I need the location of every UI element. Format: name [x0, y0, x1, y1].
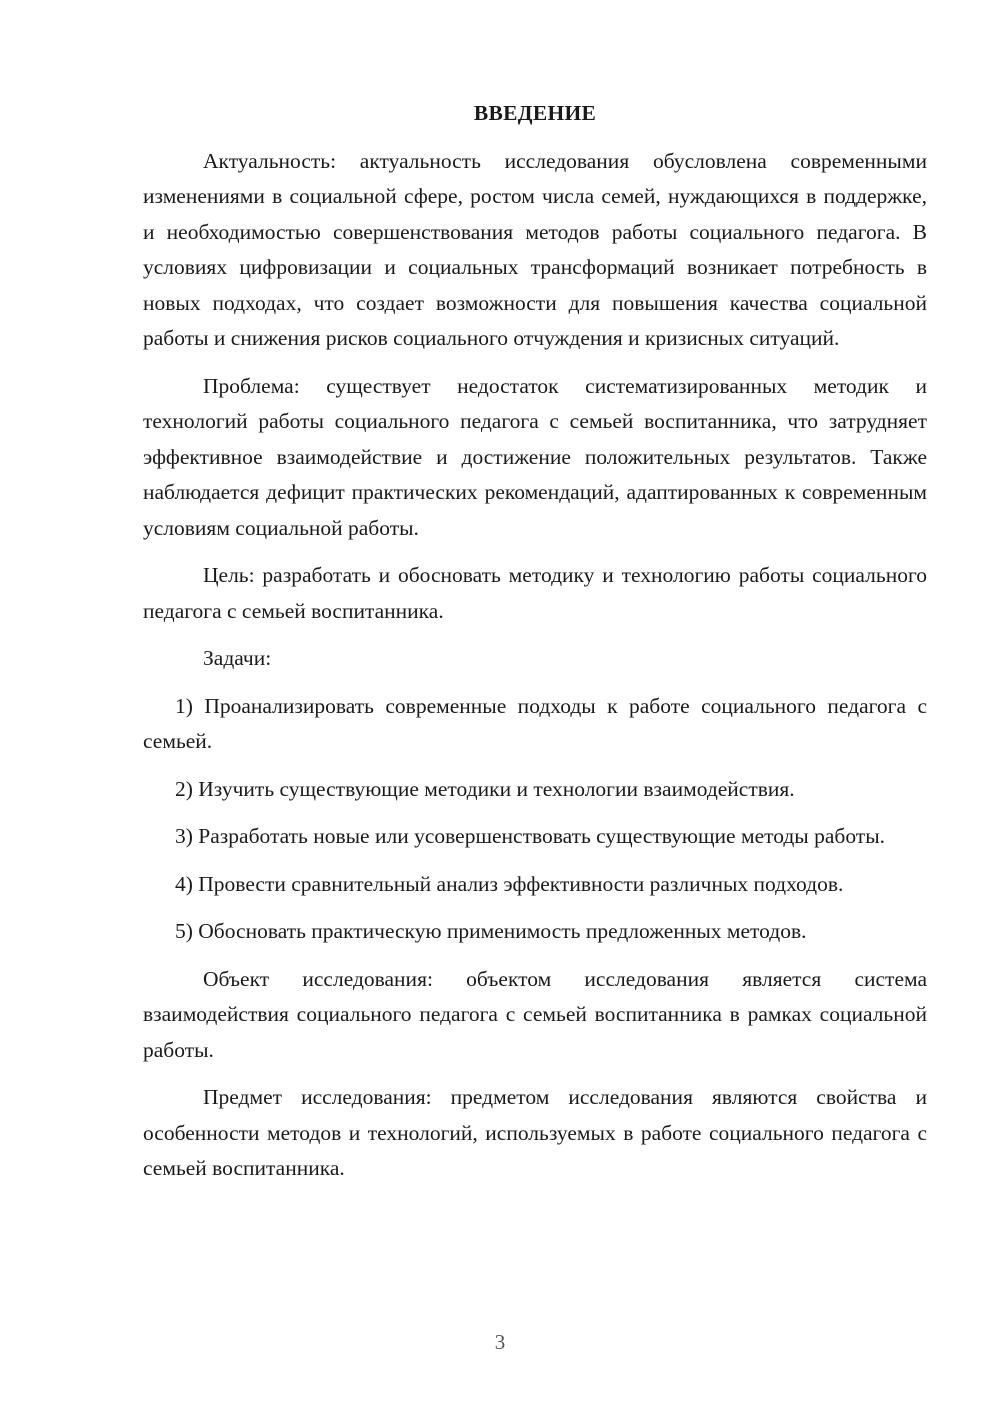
task-item-3: 3) Разработать новые или усовершенствовать существующие методы работы.: [175, 824, 886, 848]
page-number: 3: [494, 1330, 506, 1354]
task-item-5: 5) Обосновать практическую применимость предложенных методов.: [175, 919, 807, 943]
task-item-2: 2) Изучить существующие методики и технологии взаимодействия.: [175, 776, 795, 801]
task-item-4: 4) Провести сравнительный анализ эффективности различных подходов.: [175, 871, 844, 896]
document-page: [143, 96, 927, 1199]
page-title: ВВЕДЕНИЕ: [473, 101, 597, 125]
paragraph-problem: Проблема: существует недостаток систематизированных методик и технологий работы социального педагога с семьей воспитанника, что затрудняет эффективное взаимодействие и достижение положительных результатов. Также наблюдается дефицит практических рекомендаций, адаптированных к современным условиям социальной работы.: [143, 373, 927, 540]
paragraph-goal: Цель: разработать и обосновать методику и технологию работы социального педагога с семьей воспитанника.: [143, 563, 927, 623]
paragraph-object: Объект исследования: объектом исследования является система взаимодействия социального педагога с семьей воспитанника в рамках социальной работы.: [143, 966, 927, 1062]
paragraph-subject: Предмет исследования: предметом исследования являются свойства и особенности методов и технологий, используемых в работе социального педагога с семьей воспитанника.: [143, 1085, 927, 1180]
tasks-heading: Задачи:: [203, 646, 272, 670]
paragraph-relevance: Актуальность: актуальность исследования обусловлена современными изменениями в социальной сфере, ростом числа семей, нуждающихся в поддержке, и необходимостью совершенствования методов работы социального педагога. В условиях цифровизации и социальных трансформаций возникает потребность в новых подходах, что создает возможности для повышения качества социальной работы и снижения рисков социального отчуждения и кризисных ситуаций.: [143, 148, 927, 350]
task-item-1: 1) Проанализировать современные подходы к работе социального педагога с семьей.: [143, 693, 927, 753]
